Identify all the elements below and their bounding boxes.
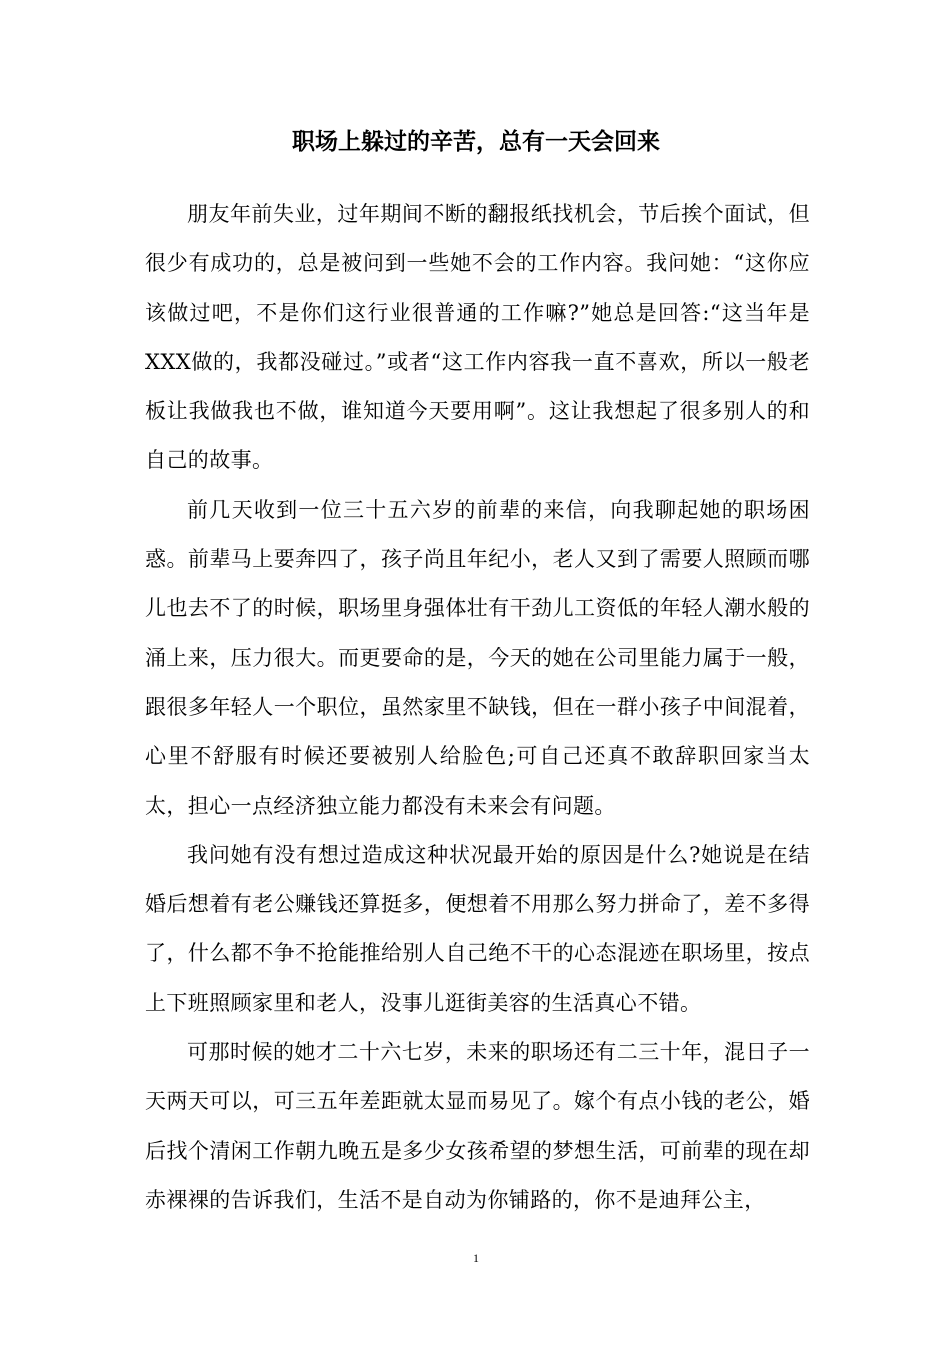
document-body — [145, 190, 810, 1225]
paragraph: 前几天收到一位三十五六岁的前辈的来信，向我聊起她的职场困惑。前辈马上要奔四了，孩子尚且年纪小，老人又到了需要人照顾而哪儿也去不了的时候，职场里身强体壮有干劲儿工资低的年轻人潮水般的涌上来，压力很大。而更要命的是，今天的她在公司里能力属于一般，跟很多年轻人一个职位，虽然家里不缺钱，但在一群小孩子中间混着，心里不舒服有时候还要被别人给脸色;可自己还真不敢辞职回家当太太，担心一点经济独立能力都没有未来会有问题。 — [145, 497, 810, 818]
document-title: 职场上躲过的辛苦，总有一天会回来 — [292, 128, 660, 155]
paragraph: 我问她有没有想过造成这种状况最开始的原因是什么?她说是在结婚后想着有老公赚钱还算挺多，便想着不用那么努力拼命了，差不多得了，什么都不争不抢能推给别人自己绝不干的心态混迹在职场里，按点上下班照顾家里和老人，没事儿逛街美容的生活真心不错。 — [145, 842, 810, 1015]
page-number: 1 — [473, 1251, 479, 1265]
paragraph: 可那时候的她才二十六七岁，未来的职场还有二三十年，混日子一天两天可以，可三五年差距就太显而易见了。嫁个有点小钱的老公，婚后找个清闲工作朝九晚五是多少女孩希望的梦想生活，可前辈的现在却赤裸裸的告诉我们，生活不是自动为你铺路的，你不是迪拜公主， — [145, 1040, 810, 1212]
paragraph: 朋友年前失业，过年期间不断的翻报纸找机会，节后挨个面试，但很少有成功的，总是被问到一些她不会的工作内容。我问她：“这你应该做过吧，不是你们这行业很普通的工作嘛?”她总是回答:“这当年是XXX做的，我都没碰过。”或者“这工作内容我一直不喜欢，所以一般老板让我做我也不做，谁知道今天要用啊”。这让我想起了很多别人的和自己的故事。 — [145, 202, 810, 473]
